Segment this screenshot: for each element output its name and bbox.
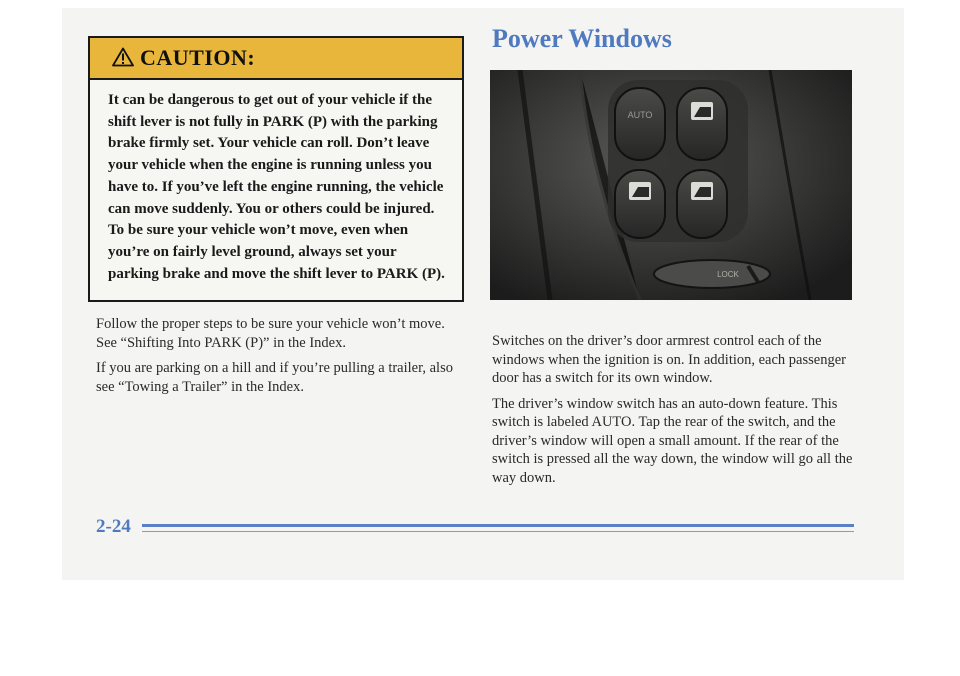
switch-panel-illustration (490, 70, 852, 300)
right-body (492, 332, 857, 494)
paragraph: Switches on the driver’s door armrest control each of the windows when the ignition is on. In addition, each passenger door has a switch for its own window. (492, 333, 846, 386)
section-title: Power Windows (492, 24, 672, 53)
rear-left-window-switch (615, 170, 665, 238)
paragraph: Follow the proper steps to be sure your vehicle won’t move. See “Shifting Into PARK (P)” in the Index. (96, 316, 445, 351)
paragraph: The driver’s window switch has an auto-down feature. This switch is labeled AUTO. Tap the rear of the switch, and the driver’s window will open a small amount. If the rear of the switch is pressed all the way down, the window will go all the way down. (492, 395, 853, 486)
window-lock-switch (654, 260, 770, 288)
page-number: 2-24 (96, 516, 131, 537)
paragraph: If you are parking on a hill and if you’re pulling a trailer, also see “Towing a Trailer” in the Index. (96, 360, 453, 395)
left-body (96, 315, 456, 403)
lock-label: LOCK (717, 270, 739, 279)
caution-text: It can be dangerous to get out of your vehicle if the shift lever is not fully in PARK (P) with the parking brake firmly set. Your vehicle can roll. Don’t leave your vehicle when the engine is running unless you have to. If you’ve left the engine running, the vehicle can move suddenly. You or others could be injured. To be sure your vehicle won’t move, even when you’re on fairly level ground, always set your parking brake and move the shift lever to PARK (P). (108, 92, 445, 282)
power-window-switches-photo (490, 70, 852, 300)
caution-title: CAUTION: (140, 45, 256, 70)
passenger-window-switch (677, 88, 727, 160)
driver-window-auto-switch (615, 88, 665, 160)
footer-rule (142, 524, 854, 527)
caution-header (90, 38, 462, 80)
rear-right-window-switch (677, 170, 727, 238)
auto-label: AUTO (627, 110, 653, 120)
footer-rule-thin (142, 531, 854, 532)
warning-triangle-icon (112, 47, 134, 67)
caution-box (88, 36, 464, 302)
